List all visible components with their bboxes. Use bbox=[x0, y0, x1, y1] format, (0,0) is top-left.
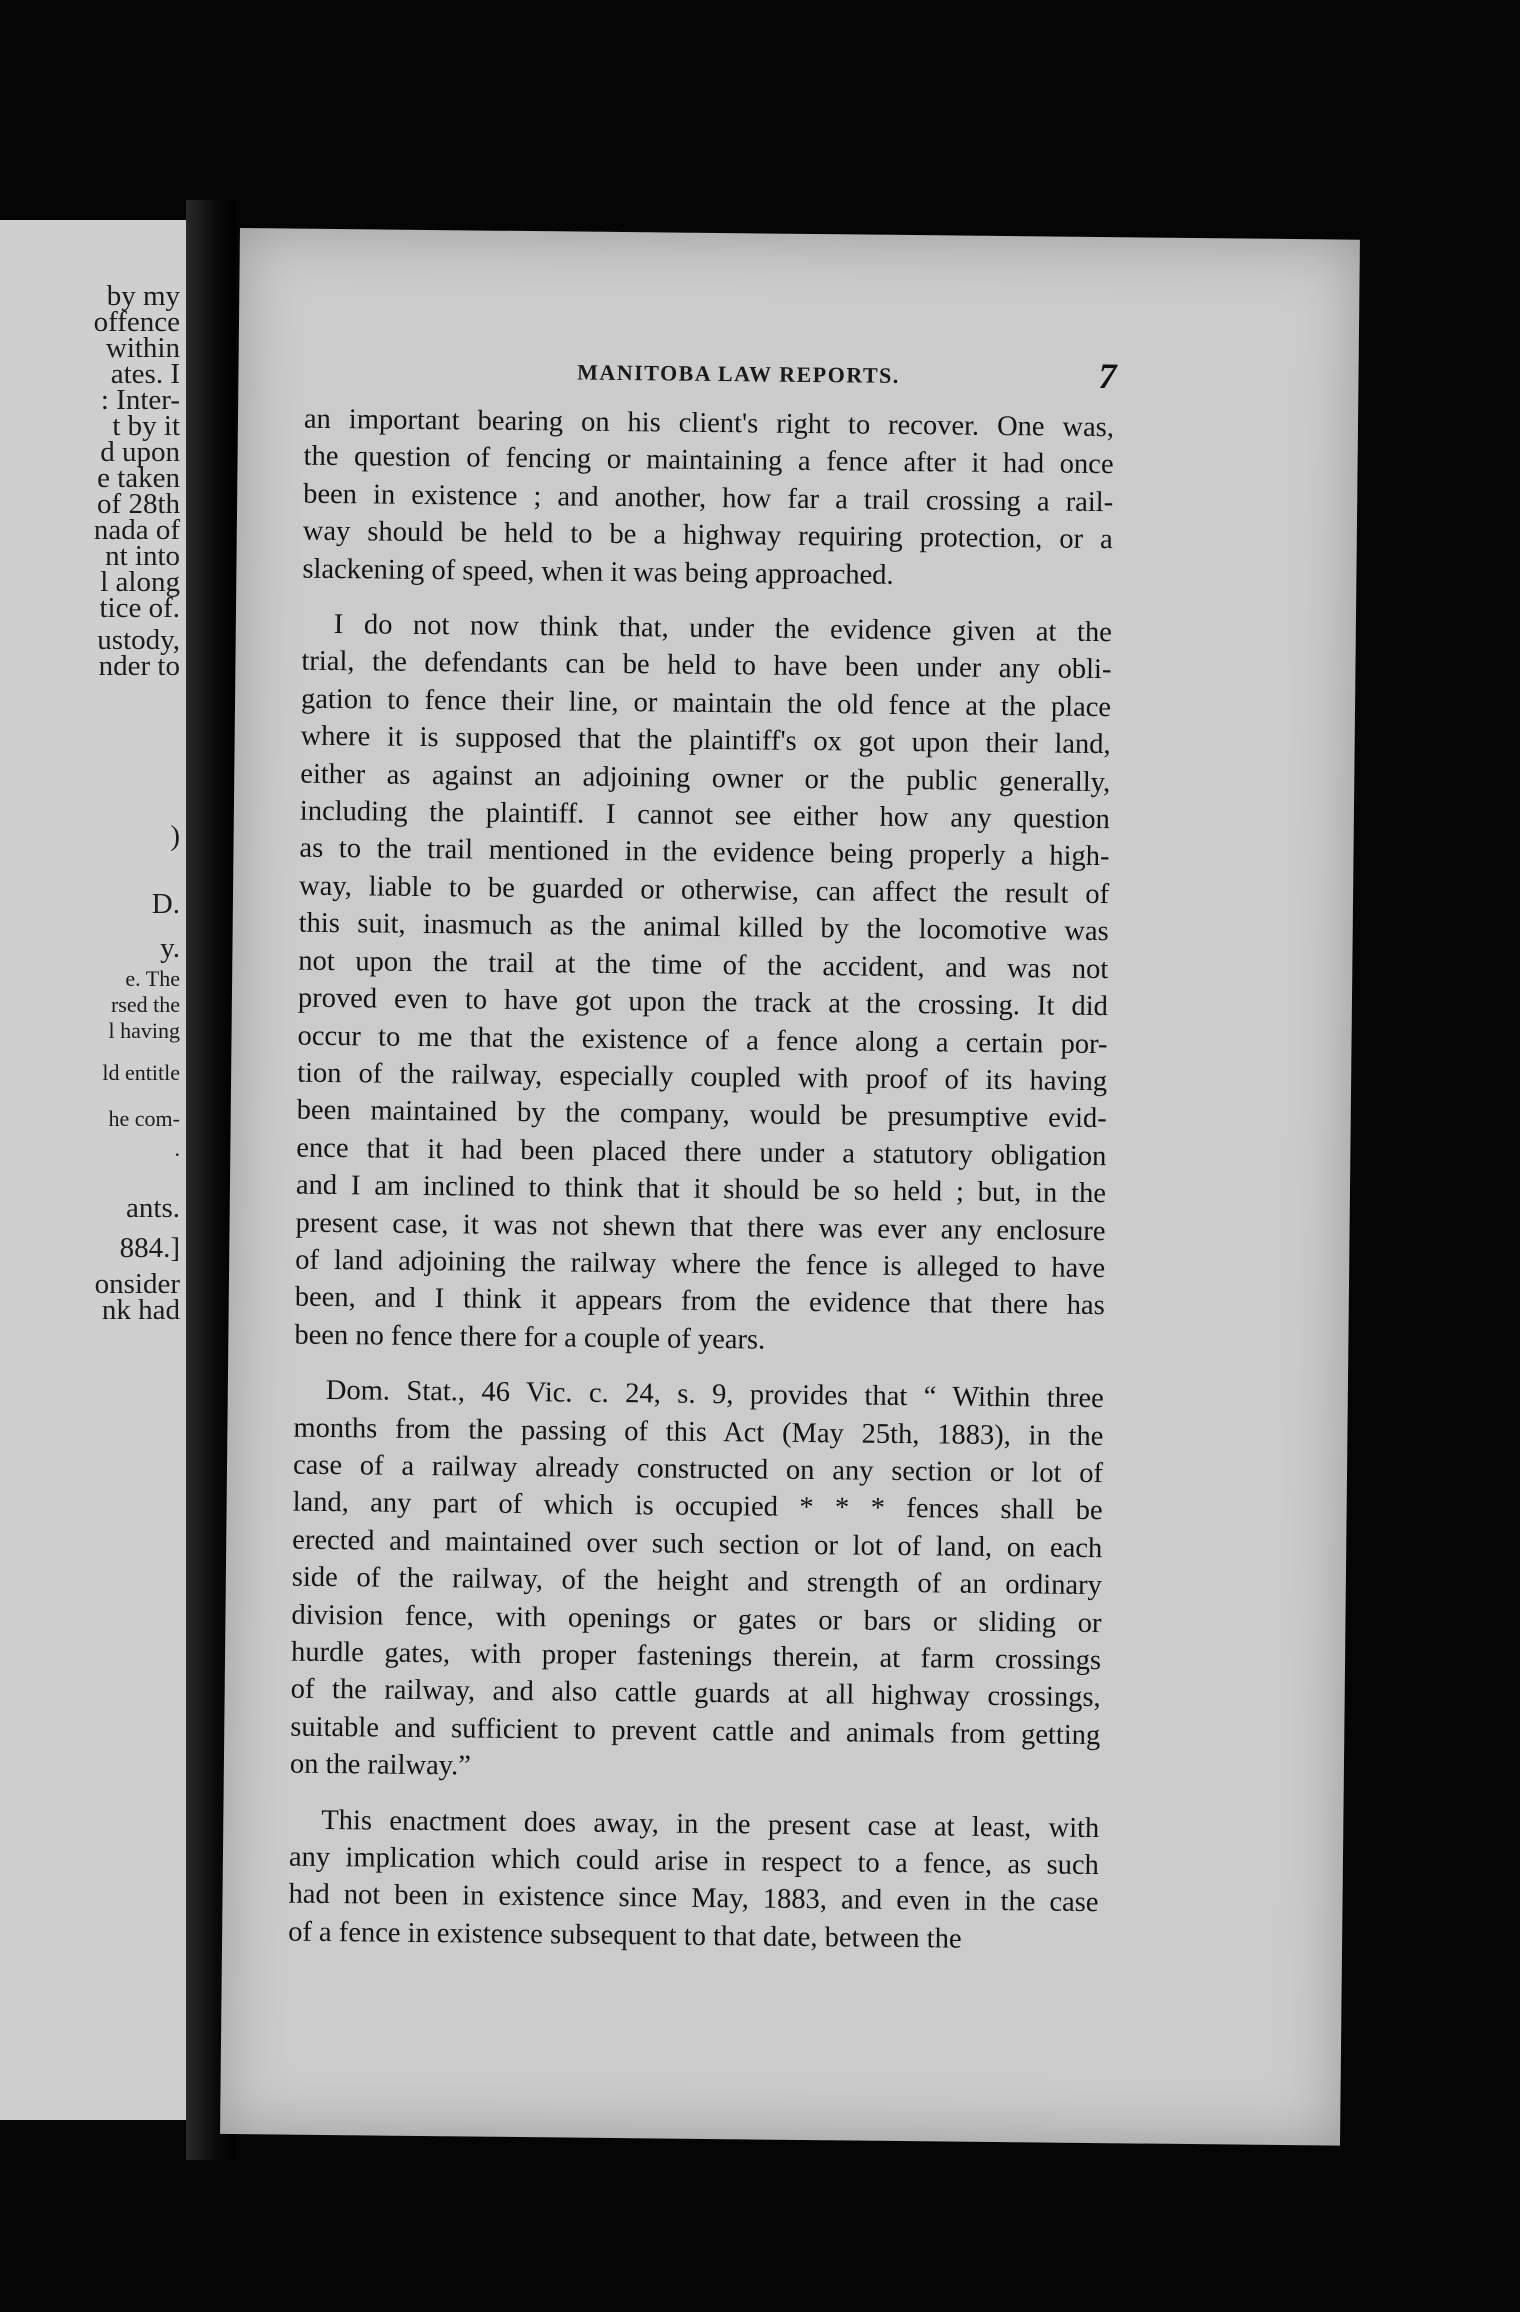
paragraph bbox=[294, 606, 1112, 1363]
text-line: erected and maintained over such section or lot of land, on each bbox=[292, 1524, 1103, 1564]
text-line: not upon the trail at the time of the accident, and was not bbox=[298, 945, 1109, 985]
text-line: either as against an adjoining owner or the public generally, bbox=[300, 758, 1111, 798]
previous-page-line: ustody, bbox=[97, 624, 180, 656]
text-line: slackening of speed, when it was being approached. bbox=[302, 553, 894, 591]
previous-page-line: nt into bbox=[105, 540, 180, 572]
text-line: way should be held to be a highway requiring protection, or a bbox=[302, 515, 1113, 556]
previous-page-line: tice of. bbox=[99, 592, 180, 624]
previous-page-line: 884.] bbox=[119, 1232, 180, 1264]
text-line: been, and I think it appears from the evidence that there has bbox=[294, 1281, 1105, 1322]
previous-page-line: ants. bbox=[126, 1192, 180, 1224]
text-line: This enactment does away, in the present case at least, with bbox=[321, 1804, 1100, 1844]
text-line: Dom. Stat., 46 Vic. c. 24, s. 9, provides that “ Within three bbox=[325, 1375, 1104, 1415]
previous-page-line: l along bbox=[100, 566, 180, 598]
text-line: suitable and sufficient to prevent cattle and animals from getting bbox=[290, 1711, 1101, 1751]
text-line: division fence, with openings or gates or bars or sliding or bbox=[291, 1599, 1102, 1639]
previous-page-line: y. bbox=[160, 932, 180, 964]
text-line: of land adjoining the railway where the fence is alleged to have bbox=[295, 1244, 1106, 1285]
text-line: way, liable to be guarded or otherwise, can affect the result of bbox=[298, 870, 1110, 911]
text-line: this suit, inasmuch as the animal killed by the locomotive was bbox=[298, 907, 1109, 948]
text-line: been in existence ; and another, how far a trail crossing a rail- bbox=[303, 478, 1114, 518]
previous-page-line: nk had bbox=[101, 1294, 180, 1326]
paragraph bbox=[302, 401, 1114, 597]
text-line: an important bearing on his client's right to recover. One was, bbox=[303, 403, 1115, 444]
previous-page-line: nada of bbox=[93, 514, 180, 546]
previous-page-line: ates. I bbox=[110, 358, 180, 390]
previous-page-fragment bbox=[0, 220, 186, 2120]
text-line: including the plaintiff. I cannot see either how any question bbox=[299, 795, 1111, 836]
text-line: the question of fencing or maintaining a fence after it had once bbox=[303, 441, 1114, 481]
page-body bbox=[288, 401, 1114, 1978]
text-line: hurdle gates, with proper fastenings therein, at farm crossings bbox=[290, 1636, 1102, 1677]
text-line: present case, it was not shewn that there was ever any enclosure bbox=[295, 1207, 1106, 1247]
previous-page-line: he com- bbox=[108, 1106, 180, 1131]
text-line: any implication which could arise in respect to a fence, as such bbox=[288, 1841, 1100, 1882]
text-line: trial, the defendants can be held to have been under any obli- bbox=[301, 646, 1112, 686]
text-line: ence that it had been placed there under a statutory obligation bbox=[296, 1132, 1107, 1172]
text-line: months from the passing of this Act (May 25th, 1883), in the bbox=[293, 1412, 1104, 1452]
text-line: I do not now think that, under the evidence given at the bbox=[333, 609, 1112, 649]
text-line: on the railway.” bbox=[289, 1748, 472, 1782]
text-line: been no fence there for a couple of years. bbox=[294, 1319, 766, 1356]
page-number: 7 bbox=[1098, 355, 1117, 397]
previous-page-line: D. bbox=[151, 888, 180, 920]
text-line: of a fence in existence subsequent to that date, between the bbox=[287, 1916, 962, 1955]
text-line: as to the trail mentioned in the evidence being properly a high- bbox=[299, 833, 1110, 873]
text-line: tion of the railway, especially coupled with proof of its having bbox=[296, 1057, 1108, 1098]
paragraph bbox=[288, 1801, 1100, 1959]
running-head: MANITOBA LAW REPORTS. bbox=[577, 359, 900, 388]
previous-page-line: d upon bbox=[100, 436, 180, 468]
book-page bbox=[220, 228, 1360, 2146]
text-line: side of the railway, of the height and strength of an ordinary bbox=[291, 1561, 1102, 1602]
previous-page-line: by my bbox=[106, 280, 180, 312]
previous-page-line: . bbox=[174, 1136, 180, 1161]
previous-page-line: t by it bbox=[112, 410, 180, 442]
previous-page-line: offence bbox=[93, 306, 180, 338]
text-line: been maintained by the company, would be presumptive evid- bbox=[296, 1094, 1107, 1135]
previous-page-line: e taken bbox=[97, 462, 180, 494]
text-line: had not been in existence since May, 1883, and even in the case bbox=[288, 1879, 1099, 1919]
previous-page-line: ld entitle bbox=[102, 1060, 180, 1085]
text-line: land, any part of which is occupied * * * fences shall be bbox=[292, 1486, 1103, 1527]
previous-page-line: onsider bbox=[94, 1268, 180, 1300]
previous-page-line: rsed the bbox=[110, 992, 180, 1017]
previous-page-line: ) bbox=[170, 820, 180, 852]
previous-page-line: within bbox=[105, 332, 180, 364]
previous-page-line: e. The bbox=[125, 966, 180, 991]
text-line: where it is supposed that the plaintiff's ox got upon their land, bbox=[300, 720, 1111, 761]
text-line: occur to me that the existence of a fence along a certain por- bbox=[297, 1020, 1108, 1060]
text-line: and I am inclined to think that it should be so held ; but, in the bbox=[295, 1169, 1107, 1210]
text-line: gation to fence their line, or maintain the old fence at the place bbox=[300, 683, 1112, 723]
text-line: proved even to have got upon the track at the crossing. It did bbox=[297, 982, 1109, 1023]
previous-page-line: nder to bbox=[98, 650, 180, 682]
previous-page-line: of 28th bbox=[97, 488, 180, 520]
text-line: of the railway, and also cattle guards at all highway crossings, bbox=[290, 1674, 1101, 1714]
previous-page-line: : Inter- bbox=[100, 384, 180, 416]
text-line: case of a railway already constructed on any section or lot of bbox=[292, 1449, 1104, 1490]
paragraph bbox=[290, 1372, 1104, 1792]
previous-page-line: l having bbox=[108, 1018, 180, 1043]
